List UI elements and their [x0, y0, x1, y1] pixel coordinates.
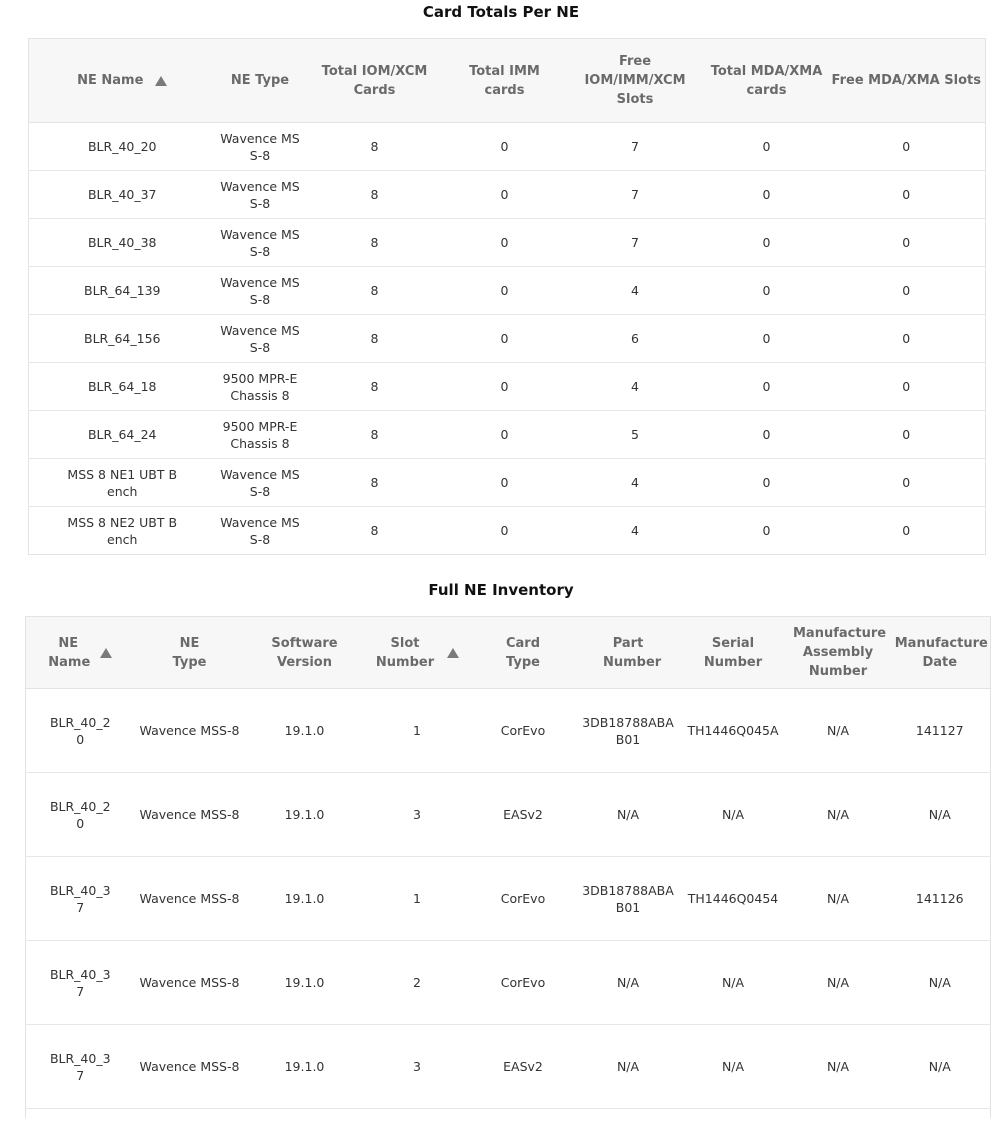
- cell-text: 8: [370, 427, 379, 442]
- table-cell: [365, 1025, 470, 1109]
- cell-text: 8: [370, 283, 379, 298]
- table-cell: [787, 1025, 890, 1109]
- cell-text: 0: [500, 187, 509, 202]
- cell-text: 3DB18788ABAB01: [582, 714, 674, 747]
- table-cell: [135, 941, 245, 1025]
- cell-text: BLR_64_139: [84, 283, 161, 298]
- cell-text: BLR_40_38: [87, 235, 157, 250]
- cell-text: 0: [762, 523, 771, 539]
- cell-text: Wavence MSS-8: [139, 807, 240, 822]
- cell-text: 0: [902, 427, 911, 442]
- divider: [25, 1108, 26, 1118]
- table-cell: [245, 941, 365, 1025]
- table-cell: [565, 363, 706, 411]
- table-row[interactable]: [29, 363, 986, 411]
- table-row[interactable]: [29, 315, 986, 363]
- cell-text: 0: [500, 379, 509, 394]
- table-cell: [680, 857, 787, 941]
- cell-text: Wavence MSS-8: [220, 130, 300, 163]
- table-cell: [787, 857, 890, 941]
- table-cell: [305, 123, 445, 171]
- table-cell: [706, 219, 828, 267]
- table-row[interactable]: [29, 411, 986, 459]
- cell-text: BLR_40_37: [87, 187, 157, 202]
- table-cell: [26, 1025, 135, 1109]
- table-cell: [29, 315, 216, 363]
- inventory-body: [26, 689, 991, 1109]
- cell-text: N/A: [616, 975, 640, 990]
- cell-text: 0: [500, 283, 509, 298]
- table-cell: [216, 315, 305, 363]
- cell-text: 0: [762, 283, 771, 298]
- table-cell: [890, 773, 991, 857]
- table-row[interactable]: [26, 689, 991, 773]
- col-label: NE Name: [48, 635, 91, 670]
- table-cell: [470, 1025, 577, 1109]
- table-cell: [828, 171, 986, 219]
- table-cell: [577, 857, 680, 941]
- cell-text: 8: [370, 187, 379, 202]
- table-cell: [216, 267, 305, 315]
- cell-text: 0: [902, 331, 911, 346]
- cell-text: 0: [500, 475, 509, 490]
- sort-ascending-icon[interactable]: [447, 648, 459, 658]
- table-cell: [565, 171, 706, 219]
- cell-text: 0: [902, 187, 911, 202]
- table-cell: [305, 411, 445, 459]
- cell-text: 19.1.0: [284, 1059, 325, 1074]
- table-cell: [445, 507, 565, 555]
- table-cell: [305, 219, 445, 267]
- table-cell: [828, 219, 986, 267]
- col-label: Free IOM/IMM/XCM Slots: [584, 54, 686, 107]
- table-cell: [135, 857, 245, 941]
- col-label: Manufacture Date: [894, 635, 988, 670]
- cell-text: N/A: [826, 807, 850, 822]
- cell-text: 0: [762, 475, 771, 490]
- table-cell: [445, 171, 565, 219]
- divider: [28, 554, 985, 555]
- cell-text: 0: [762, 139, 771, 154]
- cell-text: 8: [370, 379, 379, 394]
- table-cell: [305, 507, 445, 555]
- cell-text: TH1446Q045A: [687, 723, 779, 738]
- cell-text: 3DB18788ABAB01: [582, 882, 674, 915]
- table-cell: [577, 941, 680, 1025]
- col-slot-number[interactable]: [365, 617, 470, 689]
- table-cell: [365, 857, 470, 941]
- col-ne-name[interactable]: [29, 39, 216, 123]
- card-totals-table: [28, 38, 986, 555]
- table-row[interactable]: [26, 941, 991, 1025]
- col-total-imm[interactable]: [445, 39, 565, 123]
- table-row[interactable]: [26, 1025, 991, 1109]
- col-manufacture-date[interactable]: [890, 617, 991, 689]
- cell-text: 0: [762, 379, 771, 394]
- table-cell: [577, 773, 680, 857]
- table-cell: [445, 123, 565, 171]
- table-cell: [26, 689, 135, 773]
- cell-text: 19.1.0: [284, 975, 325, 990]
- cell-text: N/A: [616, 807, 640, 822]
- table-cell: [26, 857, 135, 941]
- col-total-mda-xma[interactable]: [706, 39, 828, 123]
- cell-text: 8: [370, 523, 379, 539]
- table-row[interactable]: [26, 857, 991, 941]
- cell-text: N/A: [928, 807, 951, 822]
- cell-text: TH1446Q0454: [687, 891, 779, 906]
- table-cell: [216, 123, 305, 171]
- cell-text: 19.1.0: [284, 723, 325, 738]
- table-cell: [706, 459, 828, 507]
- table-cell: [680, 1025, 787, 1109]
- cell-text: MSS 8 NE1 UBT Bench: [67, 466, 178, 499]
- inventory-title: Full NE Inventory: [428, 581, 574, 599]
- table-cell: [216, 459, 305, 507]
- table-cell: [216, 507, 305, 555]
- table-cell: [29, 123, 216, 171]
- cell-text: 0: [762, 187, 771, 202]
- table-cell: [445, 363, 565, 411]
- cell-text: BLR_40_20: [49, 798, 111, 831]
- table-cell: [706, 411, 828, 459]
- col-ne-type[interactable]: [216, 39, 305, 123]
- cell-text: 8: [370, 331, 379, 346]
- col-part-number[interactable]: [577, 617, 680, 689]
- table-row[interactable]: [26, 773, 991, 857]
- cell-text: 141126: [915, 891, 964, 906]
- table-cell: [565, 411, 706, 459]
- table-cell: [470, 773, 577, 857]
- col-free-slots[interactable]: [565, 39, 706, 123]
- cell-text: N/A: [721, 807, 745, 822]
- table-cell: [445, 315, 565, 363]
- cell-text: N/A: [928, 975, 951, 990]
- table-cell: [787, 773, 890, 857]
- table-cell: [216, 363, 305, 411]
- cell-text: MSS 8 NE2 UBT Bench: [67, 514, 178, 547]
- table-row[interactable]: [29, 123, 986, 171]
- table-cell: [445, 267, 565, 315]
- cell-text: 8: [370, 235, 379, 250]
- table-cell: [26, 941, 135, 1025]
- col-label: Card Type: [505, 635, 541, 670]
- sort-ascending-icon[interactable]: [100, 648, 112, 658]
- cell-text: 0: [902, 379, 911, 394]
- cell-text: N/A: [721, 975, 745, 990]
- table-cell: [828, 315, 986, 363]
- cell-text: BLR_40_20: [49, 714, 111, 747]
- table-cell: [29, 267, 216, 315]
- table-cell: [577, 689, 680, 773]
- cell-text: 4: [631, 379, 639, 394]
- cell-text: 0: [762, 331, 771, 346]
- cell-text: 4: [631, 475, 639, 490]
- table-cell: [29, 363, 216, 411]
- table-cell: [305, 315, 445, 363]
- cell-text: 141127: [915, 723, 964, 738]
- table-row[interactable]: [29, 267, 986, 315]
- table-cell: [828, 363, 986, 411]
- table-cell: [680, 689, 787, 773]
- table-cell: [706, 507, 828, 555]
- table-cell: [365, 689, 470, 773]
- cell-text: 8: [370, 475, 379, 490]
- table-cell: [565, 123, 706, 171]
- col-label: Manufacture Assembly Number: [793, 626, 887, 679]
- cell-text: Wavence MSS-8: [220, 514, 300, 547]
- table-cell: [706, 123, 828, 171]
- col-label: Software Version: [271, 635, 338, 670]
- table-cell: [216, 219, 305, 267]
- table-cell: [680, 941, 787, 1025]
- cell-text: 0: [500, 427, 509, 442]
- cell-text: 0: [762, 427, 771, 442]
- col-label: NE Type: [172, 635, 207, 670]
- cell-text: Wavence MSS-8: [139, 723, 240, 738]
- table-cell: [470, 941, 577, 1025]
- table-cell: [365, 773, 470, 857]
- cell-text: 0: [902, 475, 911, 490]
- table-row[interactable]: [29, 171, 986, 219]
- table-cell: [470, 689, 577, 773]
- col-manufacture-assembly-number[interactable]: [787, 617, 890, 689]
- table-row[interactable]: [29, 459, 986, 507]
- table-cell: [245, 857, 365, 941]
- table-cell: [305, 363, 445, 411]
- cell-text: 9500 MPR-E Chassis 8: [222, 418, 298, 451]
- cell-text: 4: [631, 283, 639, 298]
- table-cell: [365, 941, 470, 1025]
- cell-text: 3: [413, 807, 421, 822]
- table-cell: [565, 267, 706, 315]
- cell-text: CorEvo: [500, 723, 546, 738]
- cell-text: 0: [500, 331, 509, 346]
- table-cell: [706, 171, 828, 219]
- table-cell: [565, 315, 706, 363]
- table-cell: [305, 267, 445, 315]
- table-cell: [445, 459, 565, 507]
- card-totals-title: Card Totals Per NE: [422, 3, 580, 21]
- table-cell: [706, 267, 828, 315]
- cell-text: 3: [413, 1059, 421, 1074]
- table-cell: [29, 171, 216, 219]
- col-label: Total IMM cards: [469, 63, 540, 98]
- table-cell: [890, 857, 991, 941]
- cell-text: 0: [500, 235, 509, 250]
- cell-text: 7: [631, 235, 639, 250]
- cell-text: N/A: [826, 1059, 850, 1074]
- col-label: Slot Number: [375, 635, 435, 670]
- sort-ascending-icon[interactable]: [155, 76, 167, 86]
- cell-text: BLR_40_37: [49, 1050, 111, 1083]
- col-ne-type[interactable]: [135, 617, 245, 689]
- cell-text: 0: [902, 283, 911, 298]
- cell-text: BLR_64_24: [87, 427, 157, 442]
- cell-text: 0: [902, 523, 911, 539]
- cell-text: BLR_64_156: [84, 331, 161, 346]
- table-cell: [470, 857, 577, 941]
- table-cell: [565, 459, 706, 507]
- cell-text: EASv2: [503, 1059, 543, 1074]
- cell-text: 19.1.0: [284, 891, 325, 906]
- table-cell: [577, 1025, 680, 1109]
- col-label: Total IOM/XCM Cards: [321, 63, 428, 98]
- cell-text: Wavence MSS-8: [220, 226, 300, 259]
- table-cell: [135, 1025, 245, 1109]
- card-totals-body: [29, 123, 986, 555]
- col-label: NE Name: [77, 73, 144, 88]
- table-cell: [890, 689, 991, 773]
- cell-text: 0: [902, 235, 911, 250]
- cell-text: 1: [413, 723, 421, 738]
- table-cell: [29, 411, 216, 459]
- table-cell: [565, 507, 706, 555]
- col-ne-name[interactable]: [26, 617, 135, 689]
- table-cell: [828, 123, 986, 171]
- table-cell: [565, 219, 706, 267]
- cell-text: 19.1.0: [284, 807, 325, 822]
- table-cell: [828, 459, 986, 507]
- table-cell: [828, 411, 986, 459]
- cell-text: 0: [762, 235, 771, 250]
- table-cell: [216, 171, 305, 219]
- cell-text: N/A: [826, 891, 850, 906]
- col-card-type[interactable]: [470, 617, 577, 689]
- cell-text: Wavence MSS-8: [220, 322, 300, 355]
- table-cell: [216, 411, 305, 459]
- cell-text: Wavence MSS-8: [220, 178, 300, 211]
- col-label: Total MDA/XMA cards: [710, 63, 823, 98]
- table-row[interactable]: [29, 219, 986, 267]
- cell-text: 7: [631, 139, 639, 154]
- cell-text: 0: [500, 523, 509, 539]
- cell-text: Wavence MSS-8: [220, 274, 300, 307]
- table-cell: [787, 941, 890, 1025]
- cell-text: Wavence MSS-8: [139, 975, 240, 990]
- cell-text: 6: [631, 331, 639, 346]
- table-cell: [29, 507, 216, 555]
- col-label: Part Number: [603, 635, 662, 670]
- cell-text: 7: [631, 187, 639, 202]
- col-label: NE Type: [230, 73, 290, 88]
- cell-text: N/A: [928, 1059, 951, 1074]
- table-cell: [890, 941, 991, 1025]
- table-cell: [135, 773, 245, 857]
- cell-text: N/A: [826, 723, 850, 738]
- inventory-table: [25, 616, 991, 1109]
- cell-text: 5: [631, 427, 639, 442]
- table-cell: [890, 1025, 991, 1109]
- cell-text: Wavence MSS-8: [139, 891, 240, 906]
- cell-text: 9500 MPR-E Chassis 8: [222, 370, 298, 403]
- table-cell: [26, 773, 135, 857]
- cell-text: CorEvo: [500, 975, 546, 990]
- cell-text: 2: [413, 975, 421, 990]
- cell-text: Wavence MSS-8: [139, 1059, 240, 1074]
- cell-text: BLR_40_20: [87, 139, 157, 154]
- col-label: Serial Number: [703, 635, 763, 670]
- table-cell: [706, 363, 828, 411]
- col-serial-number[interactable]: [680, 617, 787, 689]
- cell-text: 1: [413, 891, 421, 906]
- card-totals-header-row: [29, 39, 986, 123]
- cell-text: 8: [370, 139, 379, 154]
- cell-text: 0: [902, 139, 911, 154]
- cell-text: EASv2: [503, 807, 543, 822]
- table-cell: [245, 773, 365, 857]
- table-cell: [787, 689, 890, 773]
- table-cell: [706, 315, 828, 363]
- cell-text: Wavence MSS-8: [220, 466, 300, 499]
- table-cell: [305, 171, 445, 219]
- col-software-version[interactable]: [245, 617, 365, 689]
- table-cell: [29, 459, 216, 507]
- table-cell: [29, 219, 216, 267]
- col-total-iom-xcm[interactable]: [305, 39, 445, 123]
- cell-text: 0: [500, 139, 509, 154]
- inventory-header-row: [26, 617, 991, 689]
- table-cell: [305, 459, 445, 507]
- table-cell: [445, 219, 565, 267]
- cell-text: BLR_64_18: [87, 379, 157, 394]
- cell-text: BLR_40_37: [49, 966, 111, 999]
- cell-text: 4: [631, 523, 639, 539]
- table-cell: [828, 507, 986, 555]
- cell-text: CorEvo: [500, 891, 546, 906]
- table-cell: [445, 411, 565, 459]
- table-cell: [680, 773, 787, 857]
- cell-text: N/A: [616, 1059, 640, 1074]
- table-cell: [245, 1025, 365, 1109]
- col-free-mda-xma[interactable]: [828, 39, 986, 123]
- cell-text: N/A: [721, 1059, 745, 1074]
- divider: [990, 1108, 991, 1118]
- cell-text: N/A: [826, 975, 850, 990]
- table-cell: [135, 689, 245, 773]
- table-cell: [245, 689, 365, 773]
- table-cell: [828, 267, 986, 315]
- col-label: Free MDA/XMA Slots: [831, 73, 981, 88]
- cell-text: BLR_40_37: [49, 882, 111, 915]
- table-row[interactable]: [29, 507, 986, 555]
